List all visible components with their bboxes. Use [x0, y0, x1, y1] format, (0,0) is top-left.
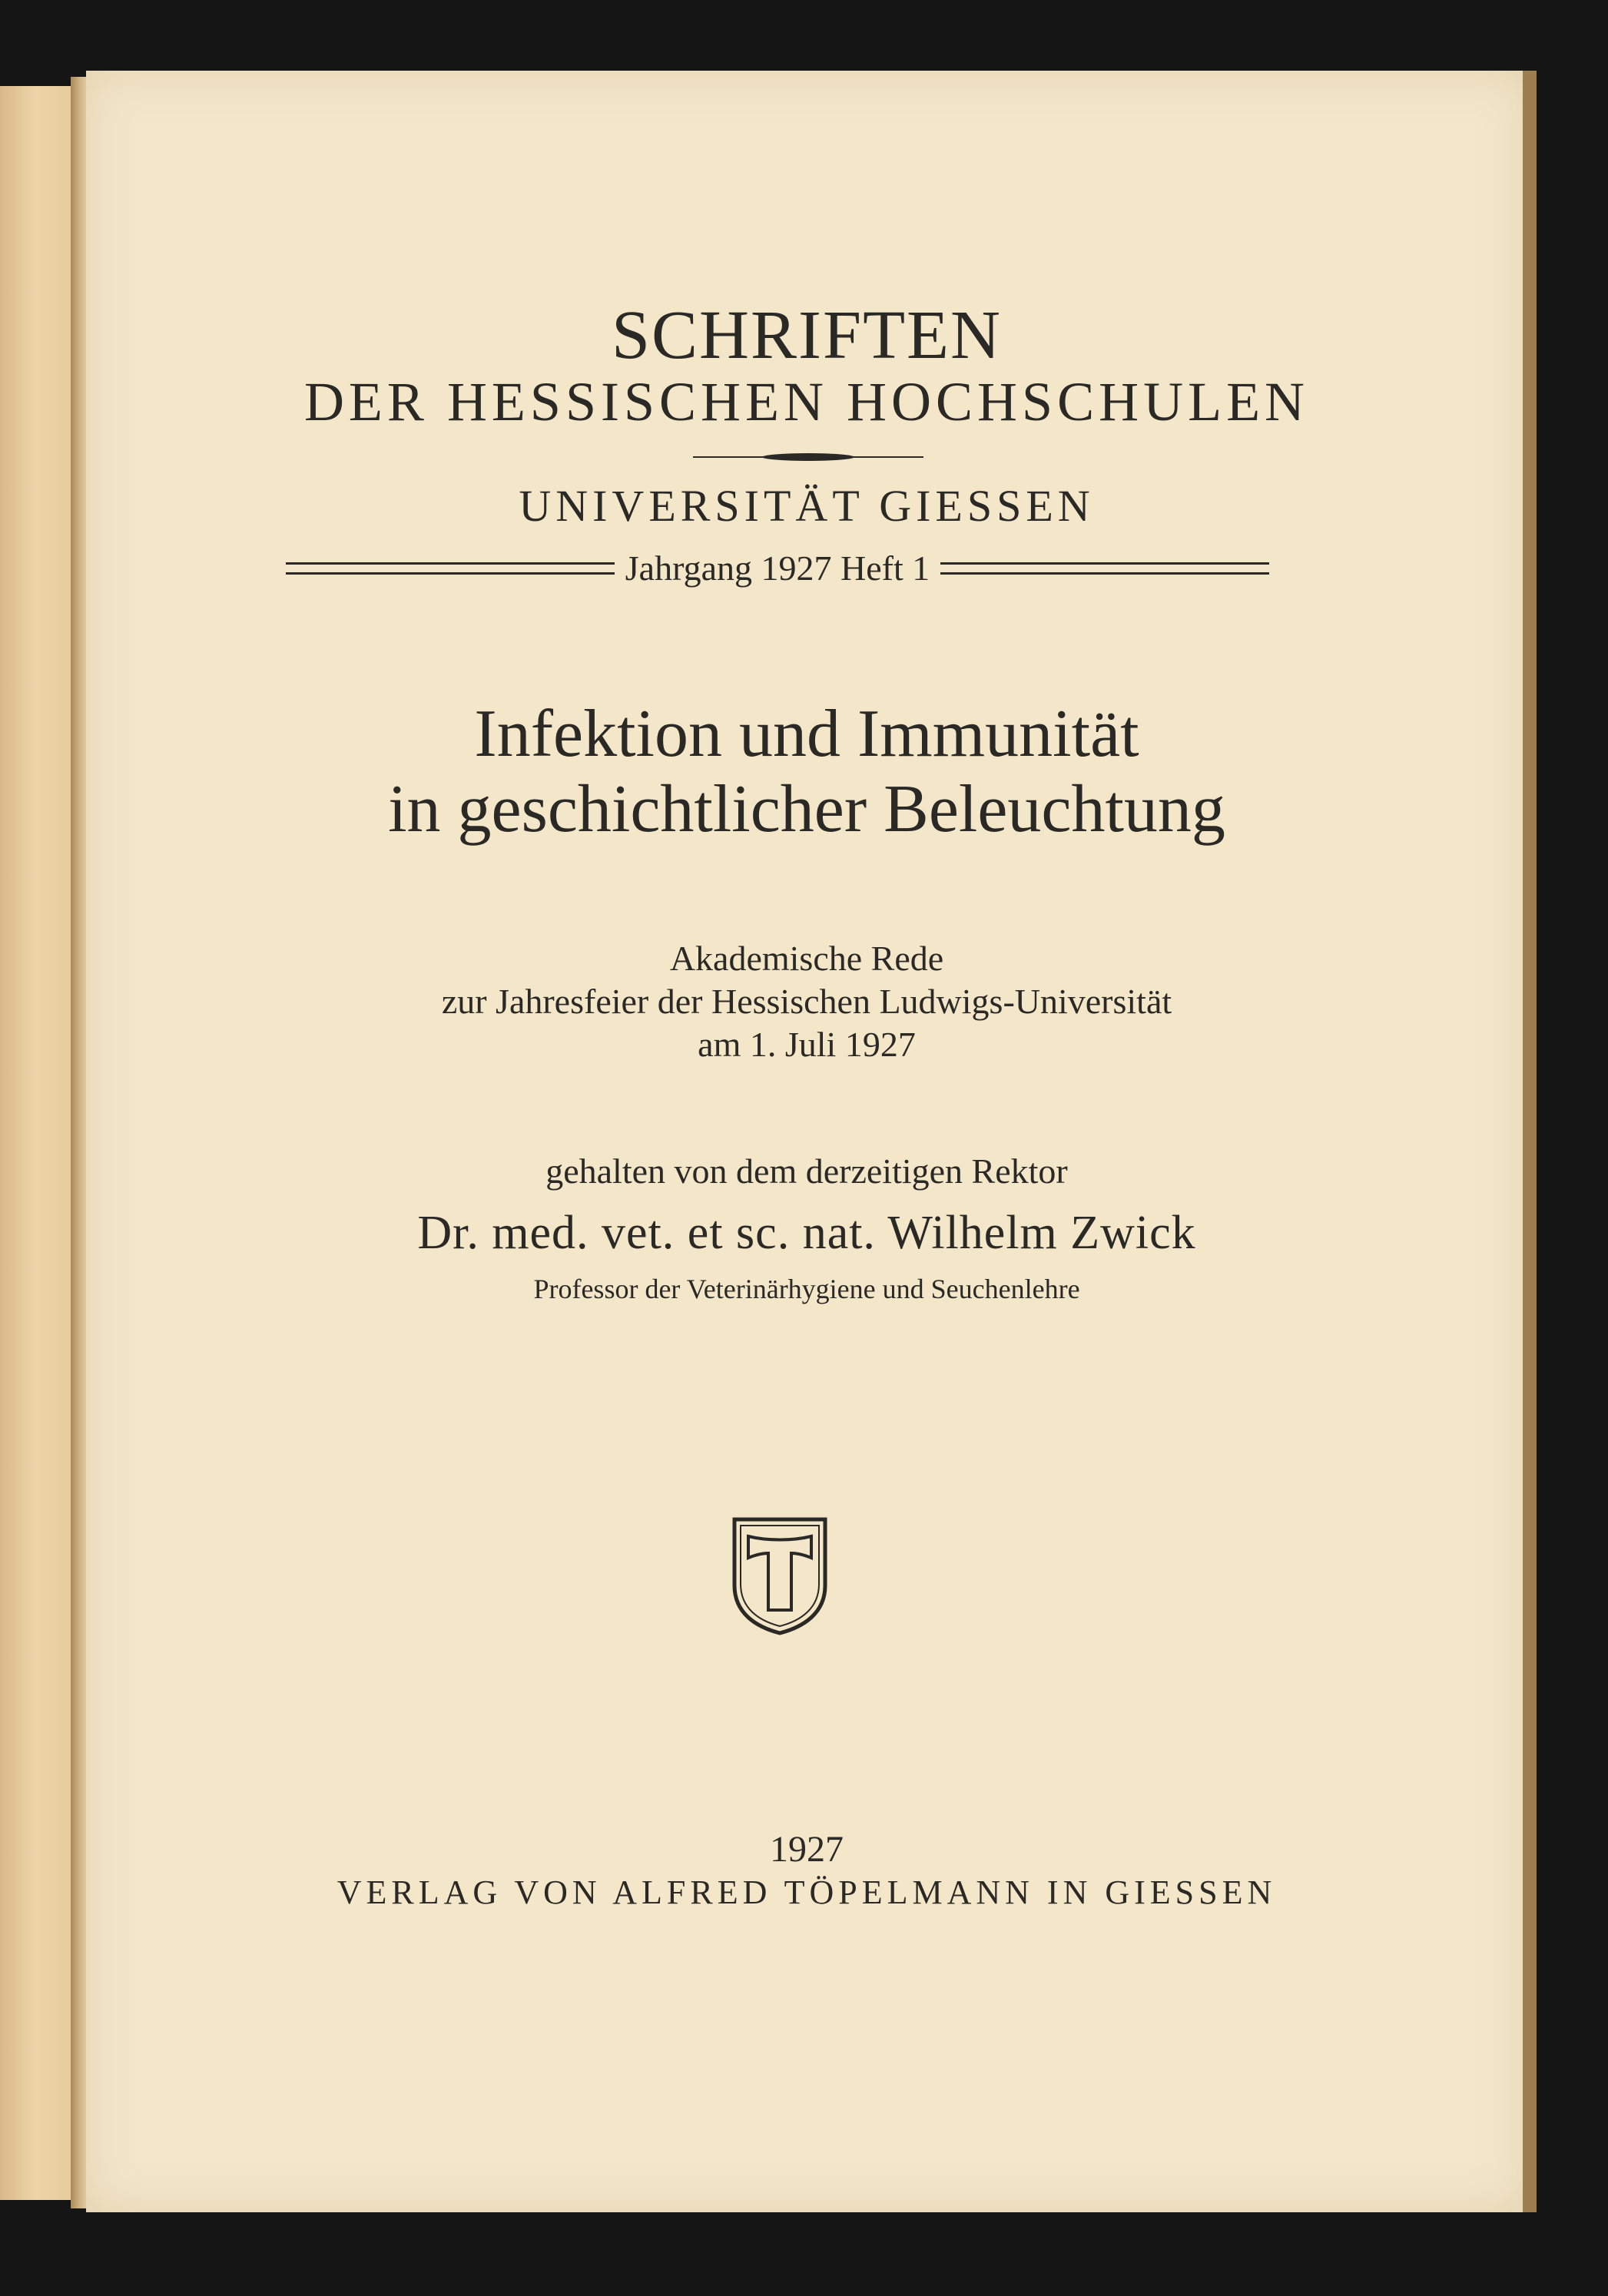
speech-description: [86, 937, 1527, 1066]
publisher-line: VERLAG VON ALFRED TÖPELMANN IN GIESSEN: [337, 1874, 1277, 1911]
speech-line-1: Akademische Rede: [669, 939, 944, 978]
series-subtitle: DER HESSISCHEN HOCHSCHULEN: [303, 371, 1310, 432]
issue-label: Jahrgang 1927 Heft 1: [625, 548, 930, 588]
publication-year: 1927: [770, 1829, 844, 1870]
speech-line-2: zur Jahresfeier der Hessischen Ludwigs-Universität: [441, 982, 1172, 1021]
page-edge-right: [1523, 71, 1537, 2212]
author-name: Dr. med. vet. et sc. nat. Wilhelm Zwick: [417, 1207, 1196, 1259]
main-title-line-1: Infektion und Immunität: [474, 697, 1139, 771]
university-name: UNIVERSITÄT GIESSEN: [519, 481, 1095, 531]
main-title-line-2: in geschichtlicher Beleuchtung: [388, 772, 1225, 847]
double-rule-left: [286, 562, 615, 575]
speech-line-3: am 1. Juli 1927: [698, 1025, 916, 1064]
series-title: SCHRIFTEN: [611, 297, 1003, 373]
left-page-edge: [0, 86, 77, 2200]
double-rule-right: [940, 562, 1269, 575]
title-page: [86, 71, 1527, 2212]
issue-row: [286, 545, 1269, 591]
main-title: [86, 697, 1527, 847]
held-by-line: gehalten von dem derzeitigen Rektor: [545, 1151, 1068, 1191]
author-role: Professor der Veterinärhygiene und Seuchenlehre: [533, 1274, 1080, 1304]
tau-cross-shield-icon: [730, 1515, 830, 1636]
